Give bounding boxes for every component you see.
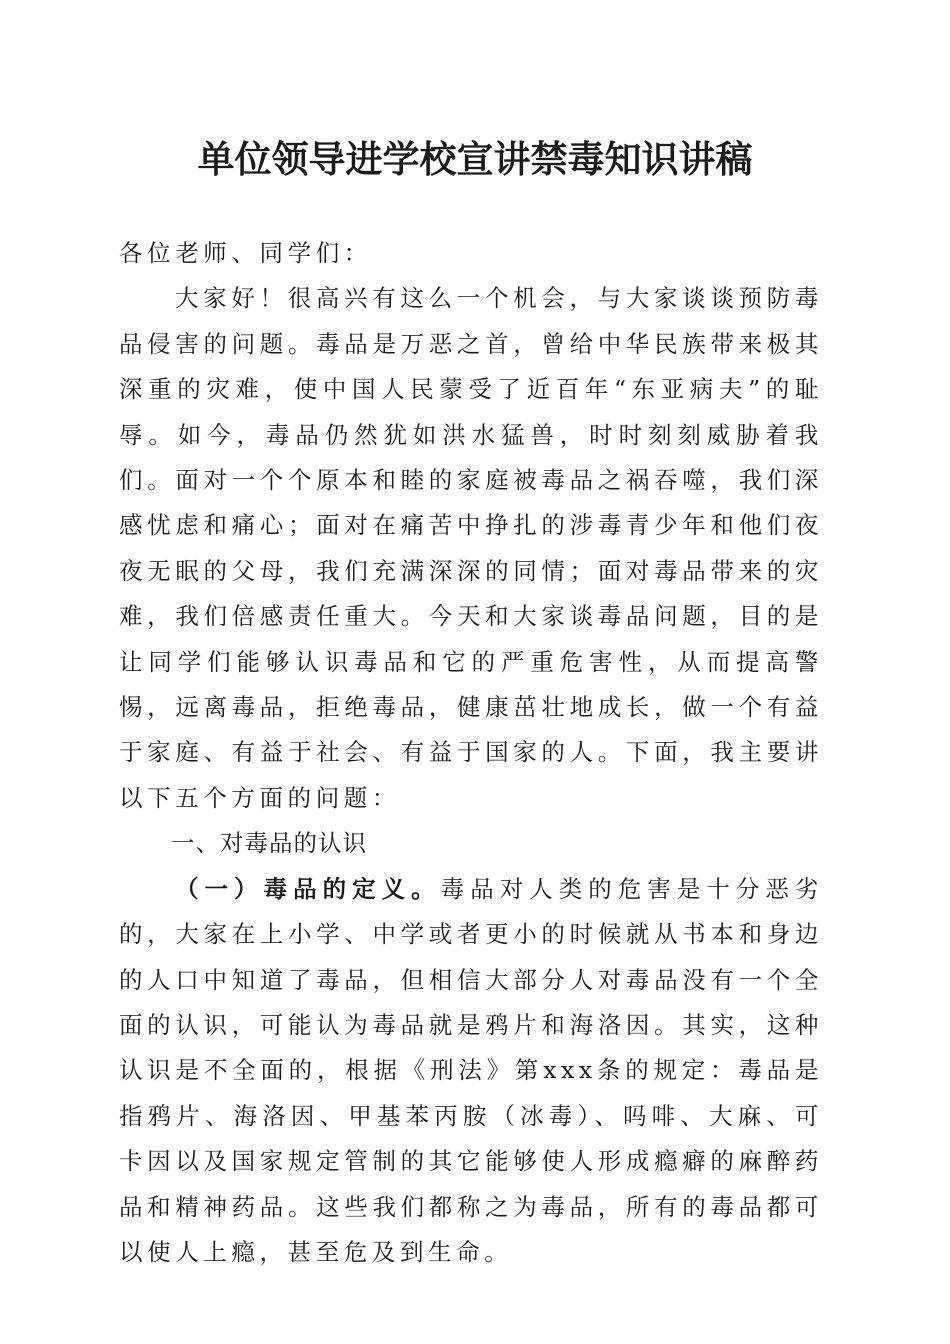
document-title: 单位领导进学校宣讲禁毒知识讲稿	[197, 137, 753, 181]
section-heading: 一、对毒品的认识	[171, 829, 367, 858]
subsection-text: 毒品对人类的危害是十分恶劣的，大家在上小学、中学或者更小的时候就从书本和身边的人口中知道了毒品，但相信大部分人对毒品没有一个全面的认识，可能认为毒品就是鸦片和海洛因。其实，这种认识是不全面的，根据《刑法》第xxx条的规定：毒品是指鸦片、海洛因、甲基苯丙胺（冰毒）、吗啡、大麻、可卡因以及国家规定管制的其它能够使人形成瘾癖的麻醉药品和精神药品。这些我们都称之为毒品，所有的毒品都可以使人上瘾，甚至危及到生命。	[119, 874, 823, 1266]
paragraph-definition	[119, 867, 823, 1276]
document-body	[119, 231, 823, 1275]
subsection-label: （一）毒品的定义。	[175, 874, 441, 903]
salutation: 各位老师、同学们：	[119, 239, 372, 267]
paragraph-intro: 大家好！很高兴有这么一个机会，与大家谈谈预防毒品侵害的问题。毒品是万恶之首，曾给中华民族带来极其深重的灾难，使中国人民蒙受了近百年“东亚病夫”的耻辱。如今，毒品仍然犹如洪水猛兽，时时刻刻威胁着我们。面对一个个原本和睦的家庭被毒品之祸吞噬，我们深感忧虑和痛心；面对在痛苦中挣扎的涉毒青少年和他们夜夜无眠的父母，我们充满深深的同情；面对毒品带来的灾难，我们倍感责任重大。今天和大家谈毒品问题，目的是让同学们能够认识毒品和它的严重危害性，从而提高警惕，远离毒品，拒绝毒品，健康茁壮地成长，做一个有益于家庭、有益于社会、有益于国家的人。下面，我主要讲以下五个方面的问题：	[119, 284, 823, 812]
